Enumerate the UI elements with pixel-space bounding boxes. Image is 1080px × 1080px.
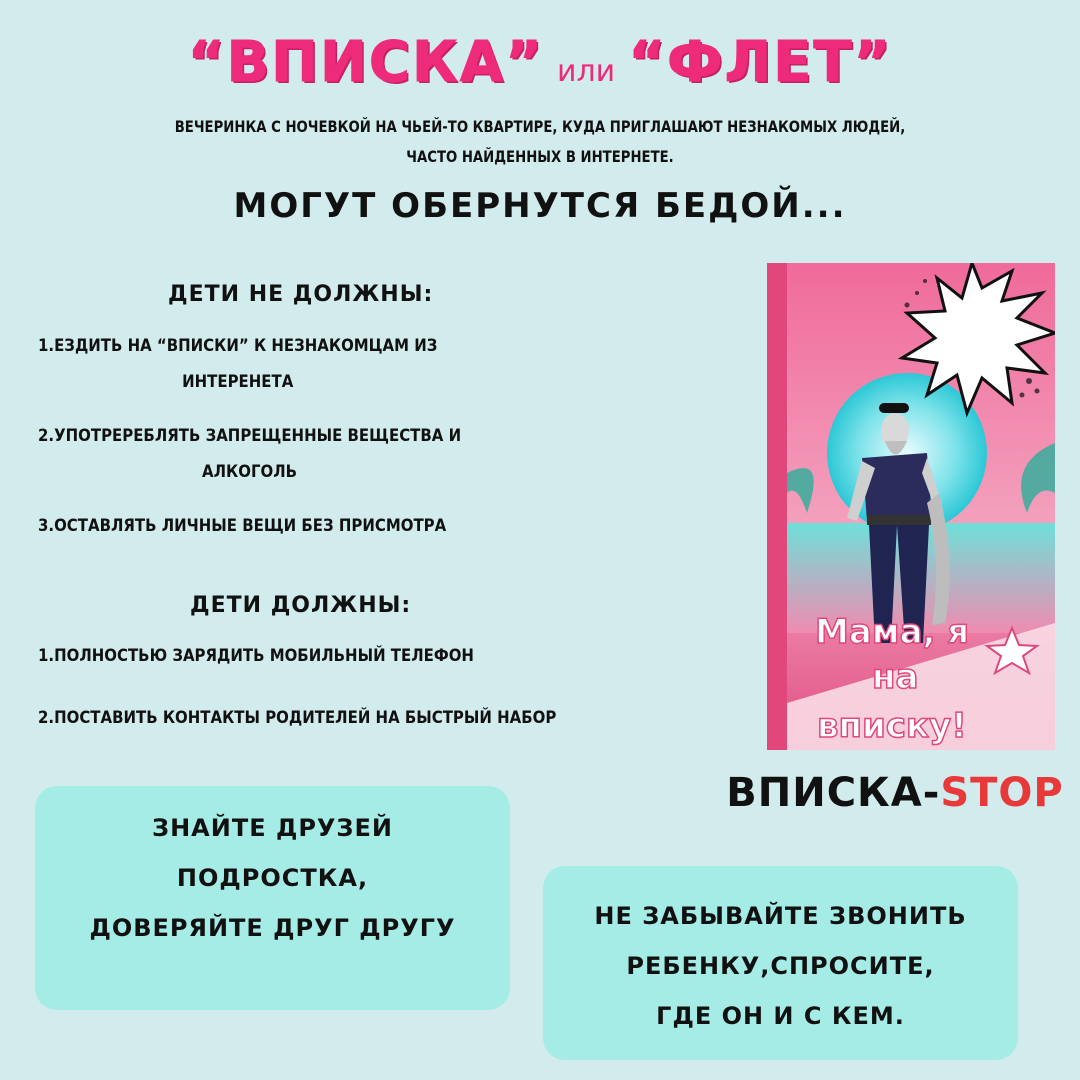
warning-heading: МОГУТ ОБЕРНУТСЯ БЕДОЙ... xyxy=(233,186,847,226)
tip-left-line-1: ЗНАЙТЕ ДРУЗЕЙ xyxy=(152,814,393,842)
title-vpiska: “ВПИСКА” xyxy=(187,30,544,95)
brand-stop: STOP xyxy=(940,770,1064,816)
must-item-2: 2.ПОСТАВИТЬ КОНТАКТЫ РОДИТЕЛЕЙ НА БЫСТРЫЙ НАБОР xyxy=(38,708,557,728)
must-not-item-1: 1.ЕЗДИТЬ НА “ВПИСКИ” К НЕЗНАКОМЦАМ ИЗ ИНТЕРЕНЕТА xyxy=(38,336,438,392)
tip-right-line-1: НЕ ЗАБЫВАЙТЕ ЗВОНИТЬ xyxy=(594,902,967,930)
tip-box-right xyxy=(543,866,1018,1060)
tip-left-line-2: ПОДРОСТКА, xyxy=(176,864,369,892)
must-item-1: 1.ПОЛНОСТЬЮ ЗАРЯДИТЬ МОБИЛЬНЫЙ ТЕЛЕФОН xyxy=(38,646,474,666)
poster-image xyxy=(767,263,1055,750)
tip-right-line-3: ГДЕ ОН И С КЕМ. xyxy=(656,1002,905,1030)
brand-main: ВПИСКА- xyxy=(726,770,941,816)
definition-text xyxy=(43,112,1037,172)
must-not-item-2: 2.УПОТРЕРЕБЛЯТЬ ЗАПРЕЩЕННЫЕ ВЕЩЕСТВА И АЛКОГОЛЬ xyxy=(38,426,462,482)
must-heading: ДЕТИ ДОЛЖНЫ: xyxy=(190,593,412,618)
must-not-heading: ДЕТИ НЕ ДОЛЖНЫ: xyxy=(168,282,434,307)
definition-line-2: ЧАСТО НАЙДЕННЫХ В ИНТЕРНЕТЕ. xyxy=(406,147,674,166)
tip-right-line-2: РЕБЕНКУ,СПРОСИТЕ, xyxy=(626,952,935,980)
poster-caption-3: вписку! xyxy=(817,706,967,746)
poster-caption-2: на xyxy=(872,657,919,697)
title-flet: “ФЛЕТ” xyxy=(628,30,893,95)
tip-box-left xyxy=(35,786,510,1010)
definition-line-1: ВЕЧЕРИНКА С НОЧЕВКОЙ НА ЧЬЕЙ-ТО КВАРТИРЕ, КУДА ПРИГЛАШАЮТ НЕЗНАКОМЫХ ЛЮДЕЙ, xyxy=(174,117,906,136)
brand-logo xyxy=(720,770,1070,816)
tip-left-line-3: ДОВЕРЯЙТЕ ДРУГ ДРУГУ xyxy=(89,914,456,942)
poster-caption-1: Мама, я xyxy=(815,612,970,652)
must-not-item-3: 3.ОСТАВЛЯТЬ ЛИЧНЫЕ ВЕЩИ БЕЗ ПРИСМОТРА xyxy=(38,516,447,536)
main-title xyxy=(0,30,1080,95)
poster-illustration xyxy=(767,263,1055,750)
title-or: или xyxy=(556,54,616,89)
